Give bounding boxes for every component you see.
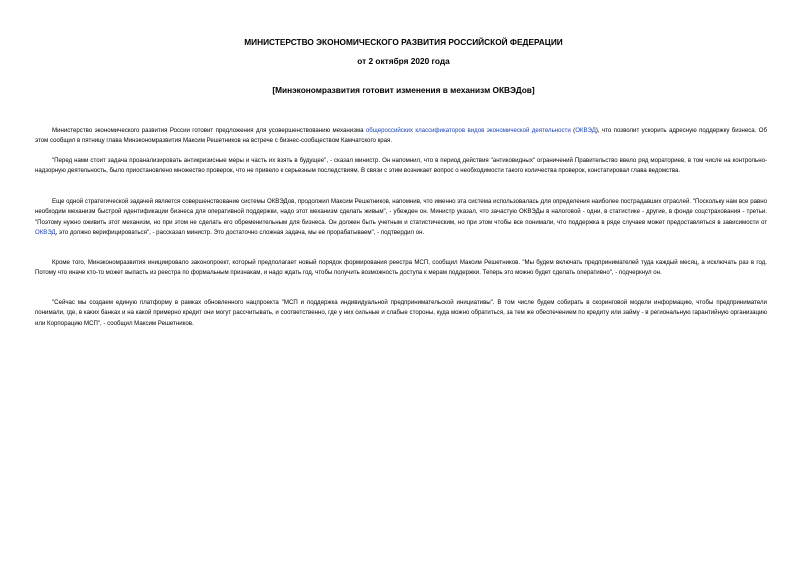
document-date: от 2 октября 2020 года — [357, 56, 450, 66]
paragraph-3-text-b: , это должно верифицироваться", - рассказал министр. Это достаточно сложная задача, мы ее прорабатываем", - подтвердил он. — [55, 229, 425, 237]
okved-classifier-link[interactable]: общероссийских классификаторов видов экономической деятельности — [365, 127, 571, 134]
document-headline: [Минэкономразвития готовит изменения в механизм ОКВЭДов] — [272, 85, 535, 95]
paragraph-4: Кроме того, Минэкономразвития инициировало законопроект, который предполагает новый порядок формирования реестра МСП, сообщил Максим Решетников. "Мы будем включать предпринимателей туда каждый месяц, а исключать раз в год. Потому что иначе кто-то может выпасть из реестра по формальным признакам, и надо ждать год, чтобы получить возможность доступа к мерам поддержки. Теперь это можно будет сделать оперативно", - подчеркнул он. — [35, 259, 767, 277]
okved-link-2[interactable]: ОКВЭД — [35, 229, 56, 237]
paragraph-3-text-a: Еще одной стратегической задачей является совершенствование системы ОКВЭДов, продолжил Максим Решетников, напомнив, что именно эта система использовалась для определения наиболее пострадавших отраслей. "Поскольку нам все равно необходим механизм быстрой идентификации бизнеса для оперативной поддержки, надо этот механизм сделать живым", - убежден он. Министр указал, что зачастую ОКВЭДы в налоговой - одни, в статистике - другие, в фонде соцстрахования - третьи. "Поэтому нужно оживить этот механизм, но при этом не сделать его обременительным для бизнеса. Он должен быть учетным и статистическим, но при этом чтобы все понимали, что поддержка в ряде случаев может предоставляться в зависимости от — [35, 198, 767, 226]
paragraph-1 — [35, 126, 767, 147]
okved-link[interactable]: ОКВЭД — [575, 127, 596, 134]
paragraph-1-text-c: ), что позволит ускорить адресную поддержку бизнеса. Об этом сообщил в пятницу глава Минэкономразвития Максим Решетников на встрече с бизнес-сообществом Камчатского края. — [35, 127, 768, 145]
paragraph-1-text-a: Министерство экономического развития России готовит предложения для усовершенствованию механизма — [52, 127, 366, 134]
paragraph-5: "Сейчас мы создаем единую платформу в рамках обновленного нацпроекта "МСП и поддержка индивидуальной предпринимательской инициативы". В том числе будем собирать в скоринговой модели информацию, чтобы предприниматели понимали, где, в каких банках и на какой примерно кредит они могут рассчитывать, и соответственно, где у них сильные и слабые стороны, куда можно обратиться, за тем же обеспечением по кредиту или займу - в региональную гарантийную организацию или Корпорацию МСП", - сообщил Максим Решетников. — [35, 299, 767, 327]
ministry-title: МИНИСТЕРСТВО ЭКОНОМИЧЕСКОГО РАЗВИТИЯ РОССИЙСКОЙ ФЕДЕРАЦИИ — [244, 37, 563, 47]
paragraph-1-text-b: ( — [570, 127, 576, 134]
paragraph-3 — [35, 197, 767, 239]
paragraph-2: "Перед нами стоит задача проанализировать антикризисные меры и часть их взять в будущее", - сказал министр. Он напомнил, что в период действия "антиковидных" ограничений Правительство ввело ряд мораториев, в том числе на контрольно-надзорную деятельность, было приостановлено множество проверок, что не привело к серьезным последствиям. В связи с этим возникает вопрос о необходимости такого количества проверок, констатировал глава ведомства. — [35, 157, 767, 175]
